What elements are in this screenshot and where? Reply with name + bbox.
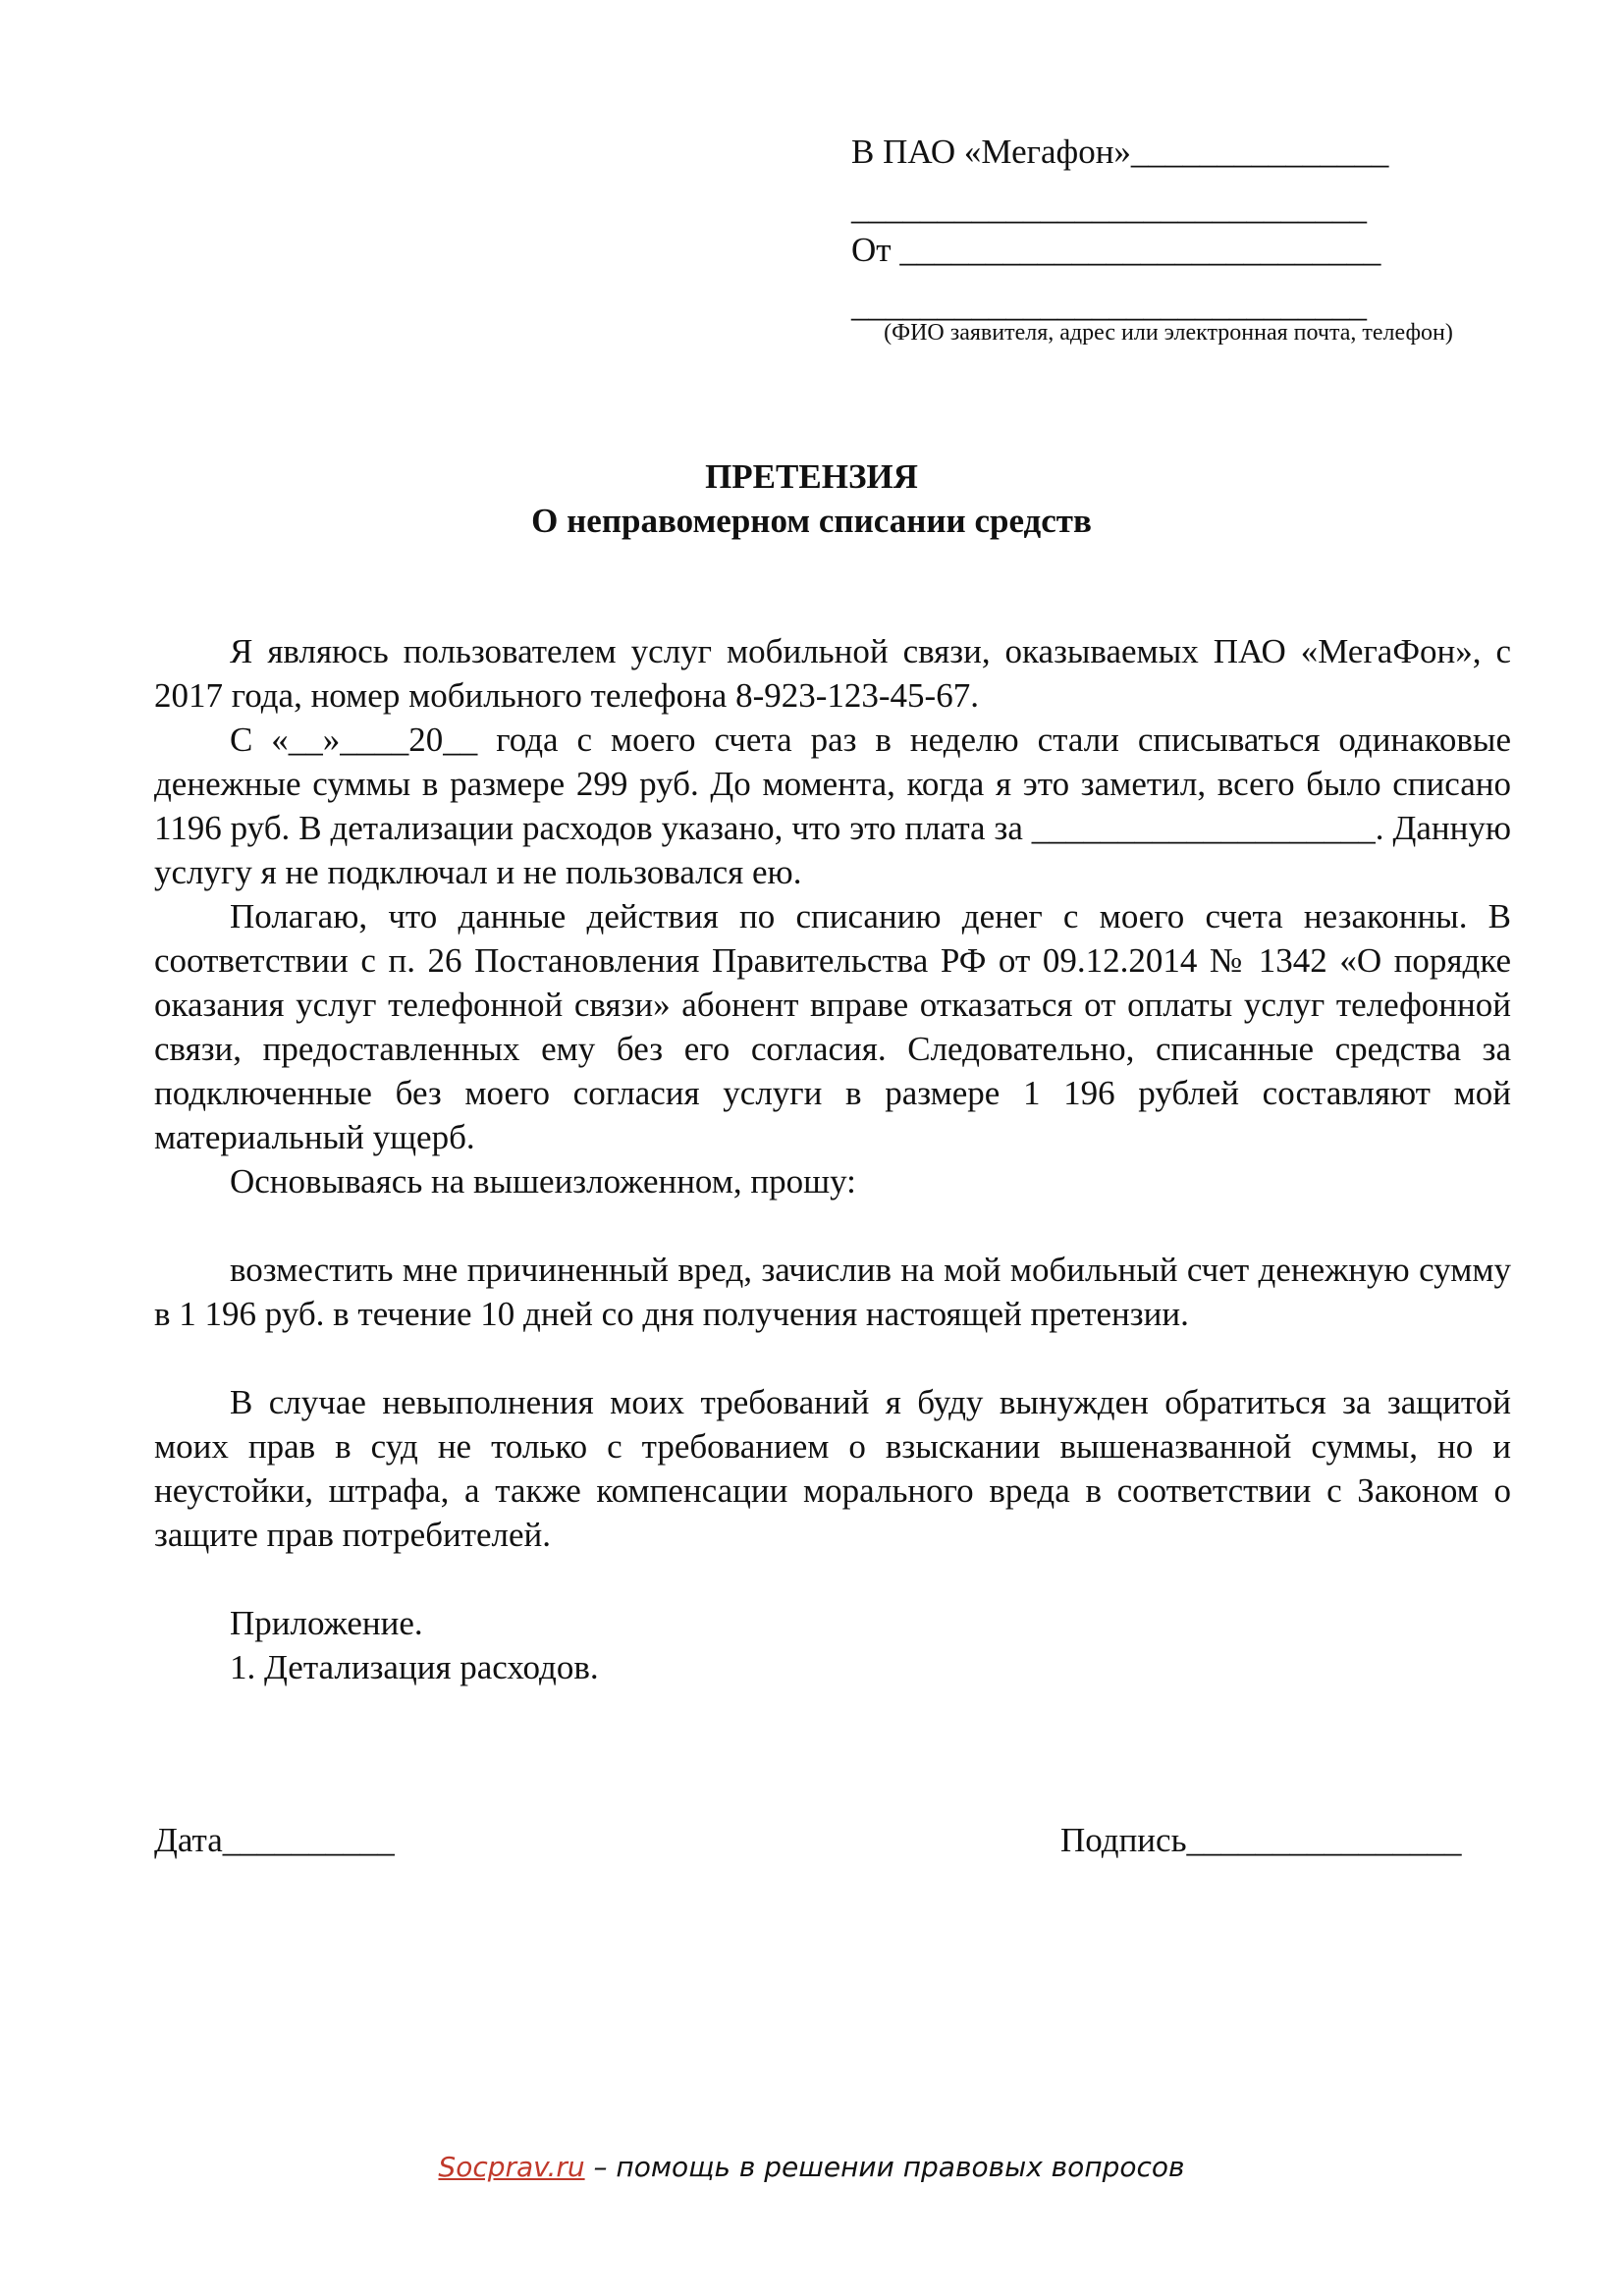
document-subtitle: О неправомерном списании средств xyxy=(531,502,1092,540)
footer-text: – помощь в решении правовых вопросов xyxy=(584,2151,1185,2183)
sender-line: От ____________________________ xyxy=(851,231,1381,269)
date-field: Дата__________ xyxy=(154,1821,395,1859)
addressee-line: В ПАО «Мегафон»_______________ xyxy=(851,133,1389,171)
paragraph-intro: Я являюсь пользователем услуг мобильной связи, оказываемых ПАО «МегаФон», с 2017 года, номер мобильного телефона 8-923-123-45-67. xyxy=(154,632,1511,715)
signature-field: Подпись________________ xyxy=(1060,1821,1462,1859)
paragraph-request-intro: Основываясь на вышеизложенном, прошу: xyxy=(230,1162,856,1201)
addressee-blank-line: ______________________________ xyxy=(851,188,1367,227)
paragraph-legal-basis: Полагаю, что данные действия по списанию денег с моего счета незаконны. В соответствии с п. 26 Постановления Правительства РФ от 09.12.2014 № 1342 «О порядке оказания услуг телефонной связи» абонент вправе отказаться от оплаты услуг телефонной связи, предоставленных ему без его согласия. Следовательно, списанные средства за подключенные без моего согласия услуги в размере 1 196 рублей составляют мой материальный ущерб. xyxy=(154,897,1511,1156)
attachment-item: 1. Детализация расходов. xyxy=(230,1648,599,1686)
footer xyxy=(0,2150,1623,2185)
document-body xyxy=(154,629,1511,1689)
paragraph-warning: В случае невыполнения моих требований я буду вынужден обратиться за защитой моих прав в суд не только с требованием о взыскании вышеназванной суммы, но и неустойки, штрафа, а также компенсации морального вреда в соответствии с Законом о защите прав потребителей. xyxy=(154,1383,1511,1554)
paragraph-demand: возместить мне причиненный вред, зачислив на мой мобильный счет денежную сумму в 1 196 руб. в течение 10 дней со дня получения настоящей претензии. xyxy=(154,1251,1511,1333)
attachment-label: Приложение. xyxy=(230,1604,423,1642)
sender-blank-line: ______________________________ xyxy=(851,286,1367,324)
footer-link[interactable]: Socprav.ru xyxy=(438,2151,585,2183)
document-title: ПРЕТЕНЗИЯ xyxy=(705,457,918,496)
sender-note: (ФИО заявителя, адрес или электронная почта, телефон) xyxy=(884,320,1453,346)
paragraph-charges: С «__»____20__ года с моего счета раз в неделю стали списываться одинаковые денежные суммы в размере 299 руб. До момента, когда я это заметил, всего было списано 1196 руб. В детализации расходов указано, что это плата за ____________________. Данную услугу я не подключал и не пользовался ею. xyxy=(154,721,1511,891)
